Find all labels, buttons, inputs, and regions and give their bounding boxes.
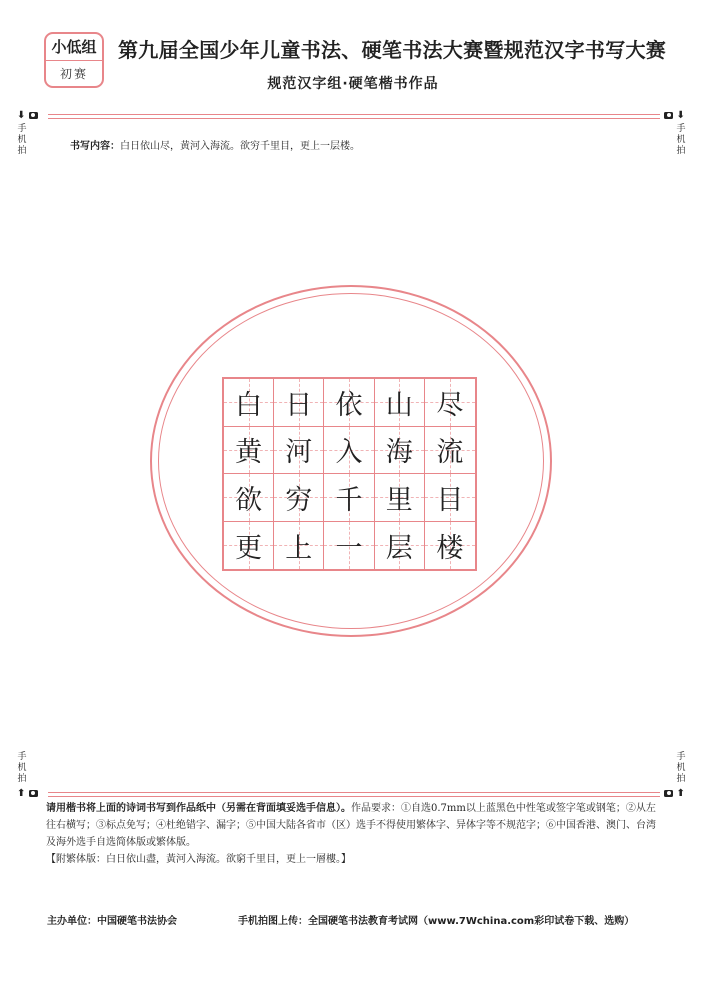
top-right-photo-label: 手机拍 [676, 124, 686, 156]
up-arrow-icon: ⬆ [17, 788, 26, 799]
camera-icon [664, 790, 673, 797]
grid-cell: 千 [324, 474, 374, 522]
bottom-divider-line-2 [48, 796, 660, 797]
instructions-main [46, 800, 662, 851]
footer-organizer: 主办单位：中国硬笔书法协会 [47, 916, 177, 927]
top-divider-line-2 [48, 118, 660, 119]
grid-cell: 黄 [224, 427, 274, 475]
top-right-marker [664, 110, 685, 122]
writing-content-label: 书写内容： [70, 141, 120, 152]
badge-level: 小低组 [46, 34, 102, 61]
writing-content-text: 白日依山尽，黄河入海流。欲穷千里目，更上一层楼。 [120, 141, 360, 152]
down-arrow-icon: ⬇ [17, 110, 26, 121]
grid-cell: 白 [224, 379, 274, 427]
grid-cell: 里 [375, 474, 425, 522]
grid-cell: 穷 [274, 474, 324, 522]
bottom-right-marker [664, 788, 685, 800]
page-subtitle: 规范汉字组·硬笔楷书作品 [267, 76, 439, 92]
grid-cell: 河 [274, 427, 324, 475]
grid-cell: 更 [224, 522, 274, 570]
bottom-divider-line [48, 792, 660, 793]
bottom-left-marker [17, 788, 38, 800]
top-left-marker [17, 110, 38, 122]
camera-icon [29, 112, 38, 119]
calligraphy-grid [222, 377, 477, 571]
up-arrow-icon: ⬆ [676, 788, 685, 799]
instructions-traditional: 【附繁体版：白日依山盡，黃河入海流。欲窮千里目，更上一層樓。】 [46, 854, 351, 865]
grid-cell: 层 [375, 522, 425, 570]
down-arrow-icon: ⬇ [676, 110, 685, 121]
grid-cell: 上 [274, 522, 324, 570]
grid-cell: 海 [375, 427, 425, 475]
camera-icon [29, 790, 38, 797]
grid-cell: 依 [324, 379, 374, 427]
grid-cell: 欲 [224, 474, 274, 522]
badge-round: 初赛 [59, 67, 88, 81]
instructions [46, 800, 662, 868]
top-left-photo-label: 手机拍 [17, 124, 27, 156]
top-divider-line [48, 114, 660, 115]
camera-icon [664, 112, 673, 119]
grid-cell: 山 [375, 379, 425, 427]
footer-upload: 手机拍图上传：全国硬笔书法教育考试网（www.7Wchina.com彩印试卷下载、选购） [238, 916, 635, 927]
grid-cell: 流 [425, 427, 475, 475]
writing-content [70, 137, 360, 152]
grid-cell: 日 [274, 379, 324, 427]
bottom-right-photo-label: 手机拍 [676, 752, 686, 784]
bottom-left-photo-label: 手机拍 [17, 752, 27, 784]
instructions-lead: 请用楷书将上面的诗词书写到作品纸中（另需在背面填妥选手信息）。 [46, 803, 351, 814]
instructions-body: 作品要求：①自选0.7mm以上蓝黑色中性笔或签字笔或钢笔；②从左往右横写；③标点免写；④杜绝错字、漏字；⑤中国大陆各省市（区）选手不得使用繁体字、异体字等不规范字；⑥中国香港、澳门、台湾及海外选手自选简体版或繁体版。 [46, 803, 656, 848]
grid-cell: 楼 [425, 522, 475, 570]
grid-cell: 入 [324, 427, 374, 475]
page-title: 第九届全国少年儿童书法、硬笔书法大赛暨规范汉字书写大赛 [118, 38, 667, 62]
grid-cell: 目 [425, 474, 475, 522]
grid-cell: 尽 [425, 379, 475, 427]
grid-cell: 一 [324, 522, 374, 570]
